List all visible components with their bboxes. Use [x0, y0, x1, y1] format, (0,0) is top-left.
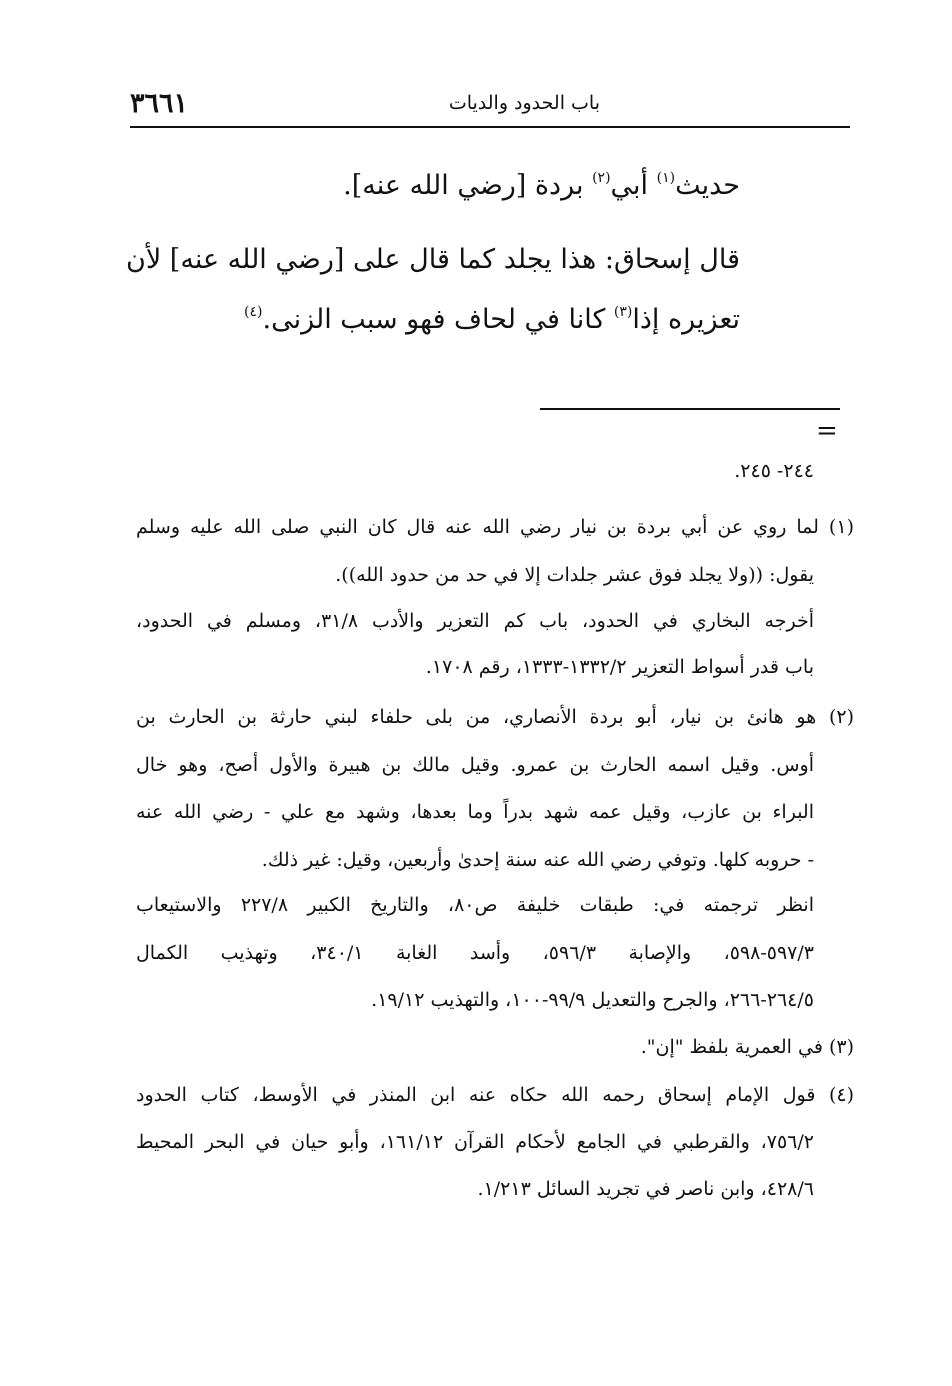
footnote-1-line: (١) لما روي عن أبي بردة بن نيار رضي الله عنه قال كان النبي صلى الله عليه وسلم — [136, 516, 854, 538]
footnote-2-line: انظر ترجمته في: طبقات خليفة ص٨٠، والتاريخ الكبير ٢٢٧/٨ والاستيعاب — [136, 894, 814, 916]
footnote-4-line: (٤) قول الإمام إسحاق رحمه الله حكاه عنه ابن المنذر في الأوسط، كتاب الحدود — [136, 1084, 854, 1106]
main-text-line-2: قال إسحاق: هذا يجلد كما قال على [رضي الله عنه] لأن — [126, 244, 740, 275]
main-text-segment: كانا في لحاف فهو سبب الزنى. — [262, 304, 614, 335]
main-text-segment: بردة [رضي الله عنه]. — [343, 170, 593, 201]
footnote-4-line: ٤٢٨/٦، وابن ناصر في تجريد السائل ١/٢١٣. — [477, 1178, 814, 1200]
main-text-segment: تعزيره إذا — [632, 304, 740, 335]
footnote-2-line: ٢٦٤/٥-٢٦٦، والجرح والتعديل ٩٩/٩-١٠٠، والتهذيب ١٩/١٢. — [371, 989, 814, 1011]
header-rule — [130, 126, 850, 128]
main-text-segment: حديث — [675, 170, 740, 201]
footnote-ref-4: (٤) — [244, 304, 263, 320]
main-text-line-3 — [128, 304, 740, 335]
footnote-2-line: ٥٩٧/٣-٥٩٨، والإصابة ٥٩٦/٣، وأسد الغابة ٣٤٠/١، وتهذيب الكمال — [136, 942, 814, 964]
footnote-1-line: أخرجه البخاري في الحدود، باب كم التعزير والأدب ٣١/٨، ومسلم في الحدود، — [136, 610, 814, 632]
running-header — [130, 88, 850, 124]
footnote-2-line: - حروبه كلها. وتوفي رضي الله عنه سنة إحدىٰ وأربعين، وقيل: غير ذلك. — [261, 849, 814, 871]
footnote-separator — [540, 408, 840, 410]
chapter-title: باب الحدود والديات — [448, 92, 600, 114]
continuation-mark: = — [816, 416, 838, 446]
footnote-3-line: (٣) في العمرية بلفظ "إن". — [640, 1036, 854, 1058]
footnote-2-line: البراء بن عازب، وقيل عمه شهد بدراً وما بعدها، وشهد مع علي - رضي الله عنه — [136, 801, 814, 823]
footnote-ref-1: (١) — [656, 170, 676, 186]
footnote-4-line: ٧٥٦/٢، والقرطبي في الجامع لأحكام القرآن ١٦١/١٢، وأبو حيان في البحر المحيط — [136, 1131, 814, 1153]
main-text-line-1 — [128, 170, 740, 201]
main-text-segment: أبي — [610, 170, 657, 201]
footnote-ref-2: (٢) — [592, 170, 611, 186]
footnote-1-line: باب قدر أسواط التعزير ١٣٣٢/٢-١٣٣٣، رقم ١٧٠٨. — [425, 656, 814, 678]
footnote-continuation: ٢٤٤- ٢٤٥. — [734, 460, 814, 482]
footnote-2-line: أوس. وقيل اسمه الحارث بن عمرو. وقيل مالك بن هبيرة والأول أصح، وهو خال — [136, 754, 814, 776]
page-number: ٣٦٦١ — [130, 88, 189, 119]
footnote-2-line: (٢) هو هانئ بن نيار، أبو بردة الأنصاري، من بلى حلفاء لبني حارثة بن الحارث بن — [136, 706, 854, 728]
footnote-ref-3: (٣) — [613, 304, 633, 320]
footnote-1-line: يقول: ((ولا يجلد فوق عشر جلدات إلا في حد من حدود الله)). — [335, 564, 814, 586]
